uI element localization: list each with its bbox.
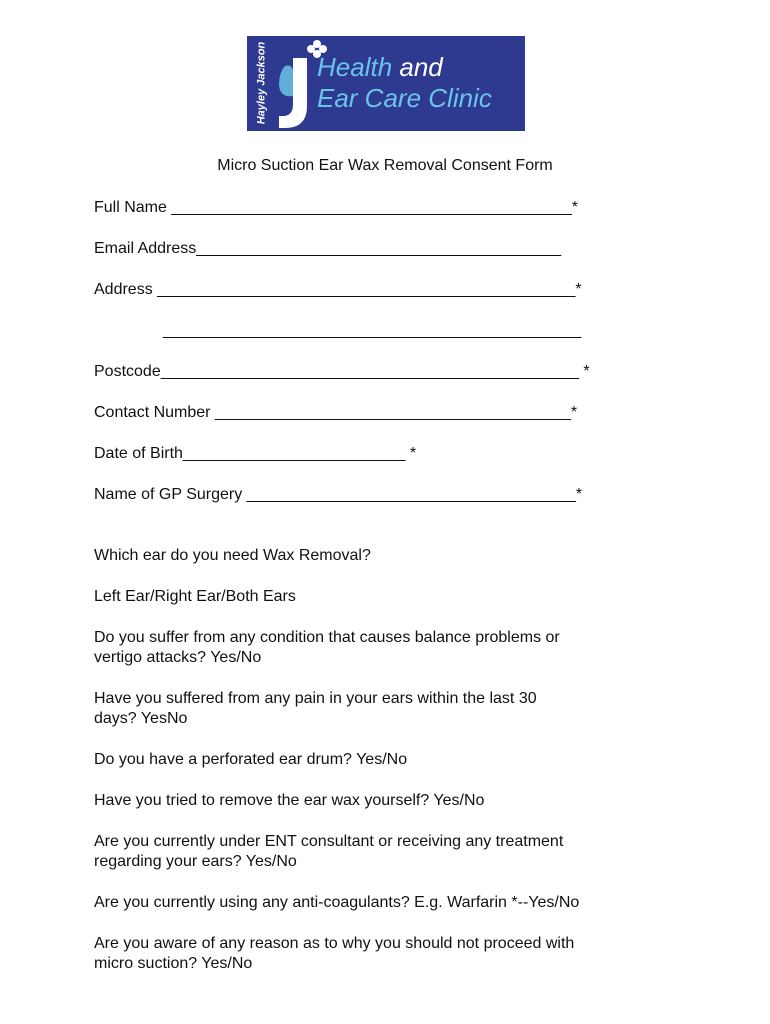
date-of-birth-field[interactable]: Date of Birth_________________________ * xyxy=(94,445,417,462)
logo-vertical-text: Hayley Jackson xyxy=(255,41,268,125)
question-pain-line-1: Have you suffered from any pain in your ears within the last 30 xyxy=(94,690,537,707)
question-reason-line-1: Are you aware of any reason as to why you should not proceed with xyxy=(94,935,575,952)
clinic-logo xyxy=(247,36,525,131)
full-name-field[interactable]: Full Name _____________________________________________* xyxy=(94,199,579,216)
question-pain-line-2[interactable]: days? YesNo xyxy=(94,710,188,727)
question-perforated-drum[interactable]: Do you have a perforated ear drum? Yes/No xyxy=(94,751,408,768)
question-reason-line-2[interactable]: micro suction? Yes/No xyxy=(94,955,253,972)
gp-surgery-field[interactable]: Name of GP Surgery _____________________________________* xyxy=(94,486,583,503)
answer-ear-options[interactable]: Left Ear/Right Ear/Both Ears xyxy=(94,588,296,605)
question-ent-line-2[interactable]: regarding your ears? Yes/No xyxy=(94,853,297,870)
question-balance-line-1: Do you suffer from any condition that causes balance problems or xyxy=(94,629,560,646)
question-balance-line-2[interactable]: vertigo attacks? Yes/No xyxy=(94,649,262,666)
contact-number-field[interactable]: Contact Number ________________________________________* xyxy=(94,404,578,421)
question-self-removal[interactable]: Have you tried to remove the ear wax yourself? Yes/No xyxy=(94,792,485,809)
form-title: Micro Suction Ear Wax Removal Consent Form xyxy=(217,157,553,174)
email-address-field[interactable]: Email Address_________________________________________ xyxy=(94,240,562,257)
address-field[interactable]: Address _______________________________________________* xyxy=(94,281,582,298)
question-ent-line-1: Are you currently under ENT consultant or receiving any treatment xyxy=(94,833,564,850)
address-line-2-field[interactable]: _______________________________________________ xyxy=(163,322,582,339)
logo-line-1: Health and xyxy=(317,52,443,82)
question-which-ear: Which ear do you need Wax Removal? xyxy=(94,547,371,564)
logo-line-2: Ear Care Clinic xyxy=(317,83,492,113)
question-anticoagulants[interactable]: Are you currently using any anti-coagulants? E.g. Warfarin *--Yes/No xyxy=(94,894,580,911)
postcode-field[interactable]: Postcode_______________________________________________ * xyxy=(94,363,590,380)
